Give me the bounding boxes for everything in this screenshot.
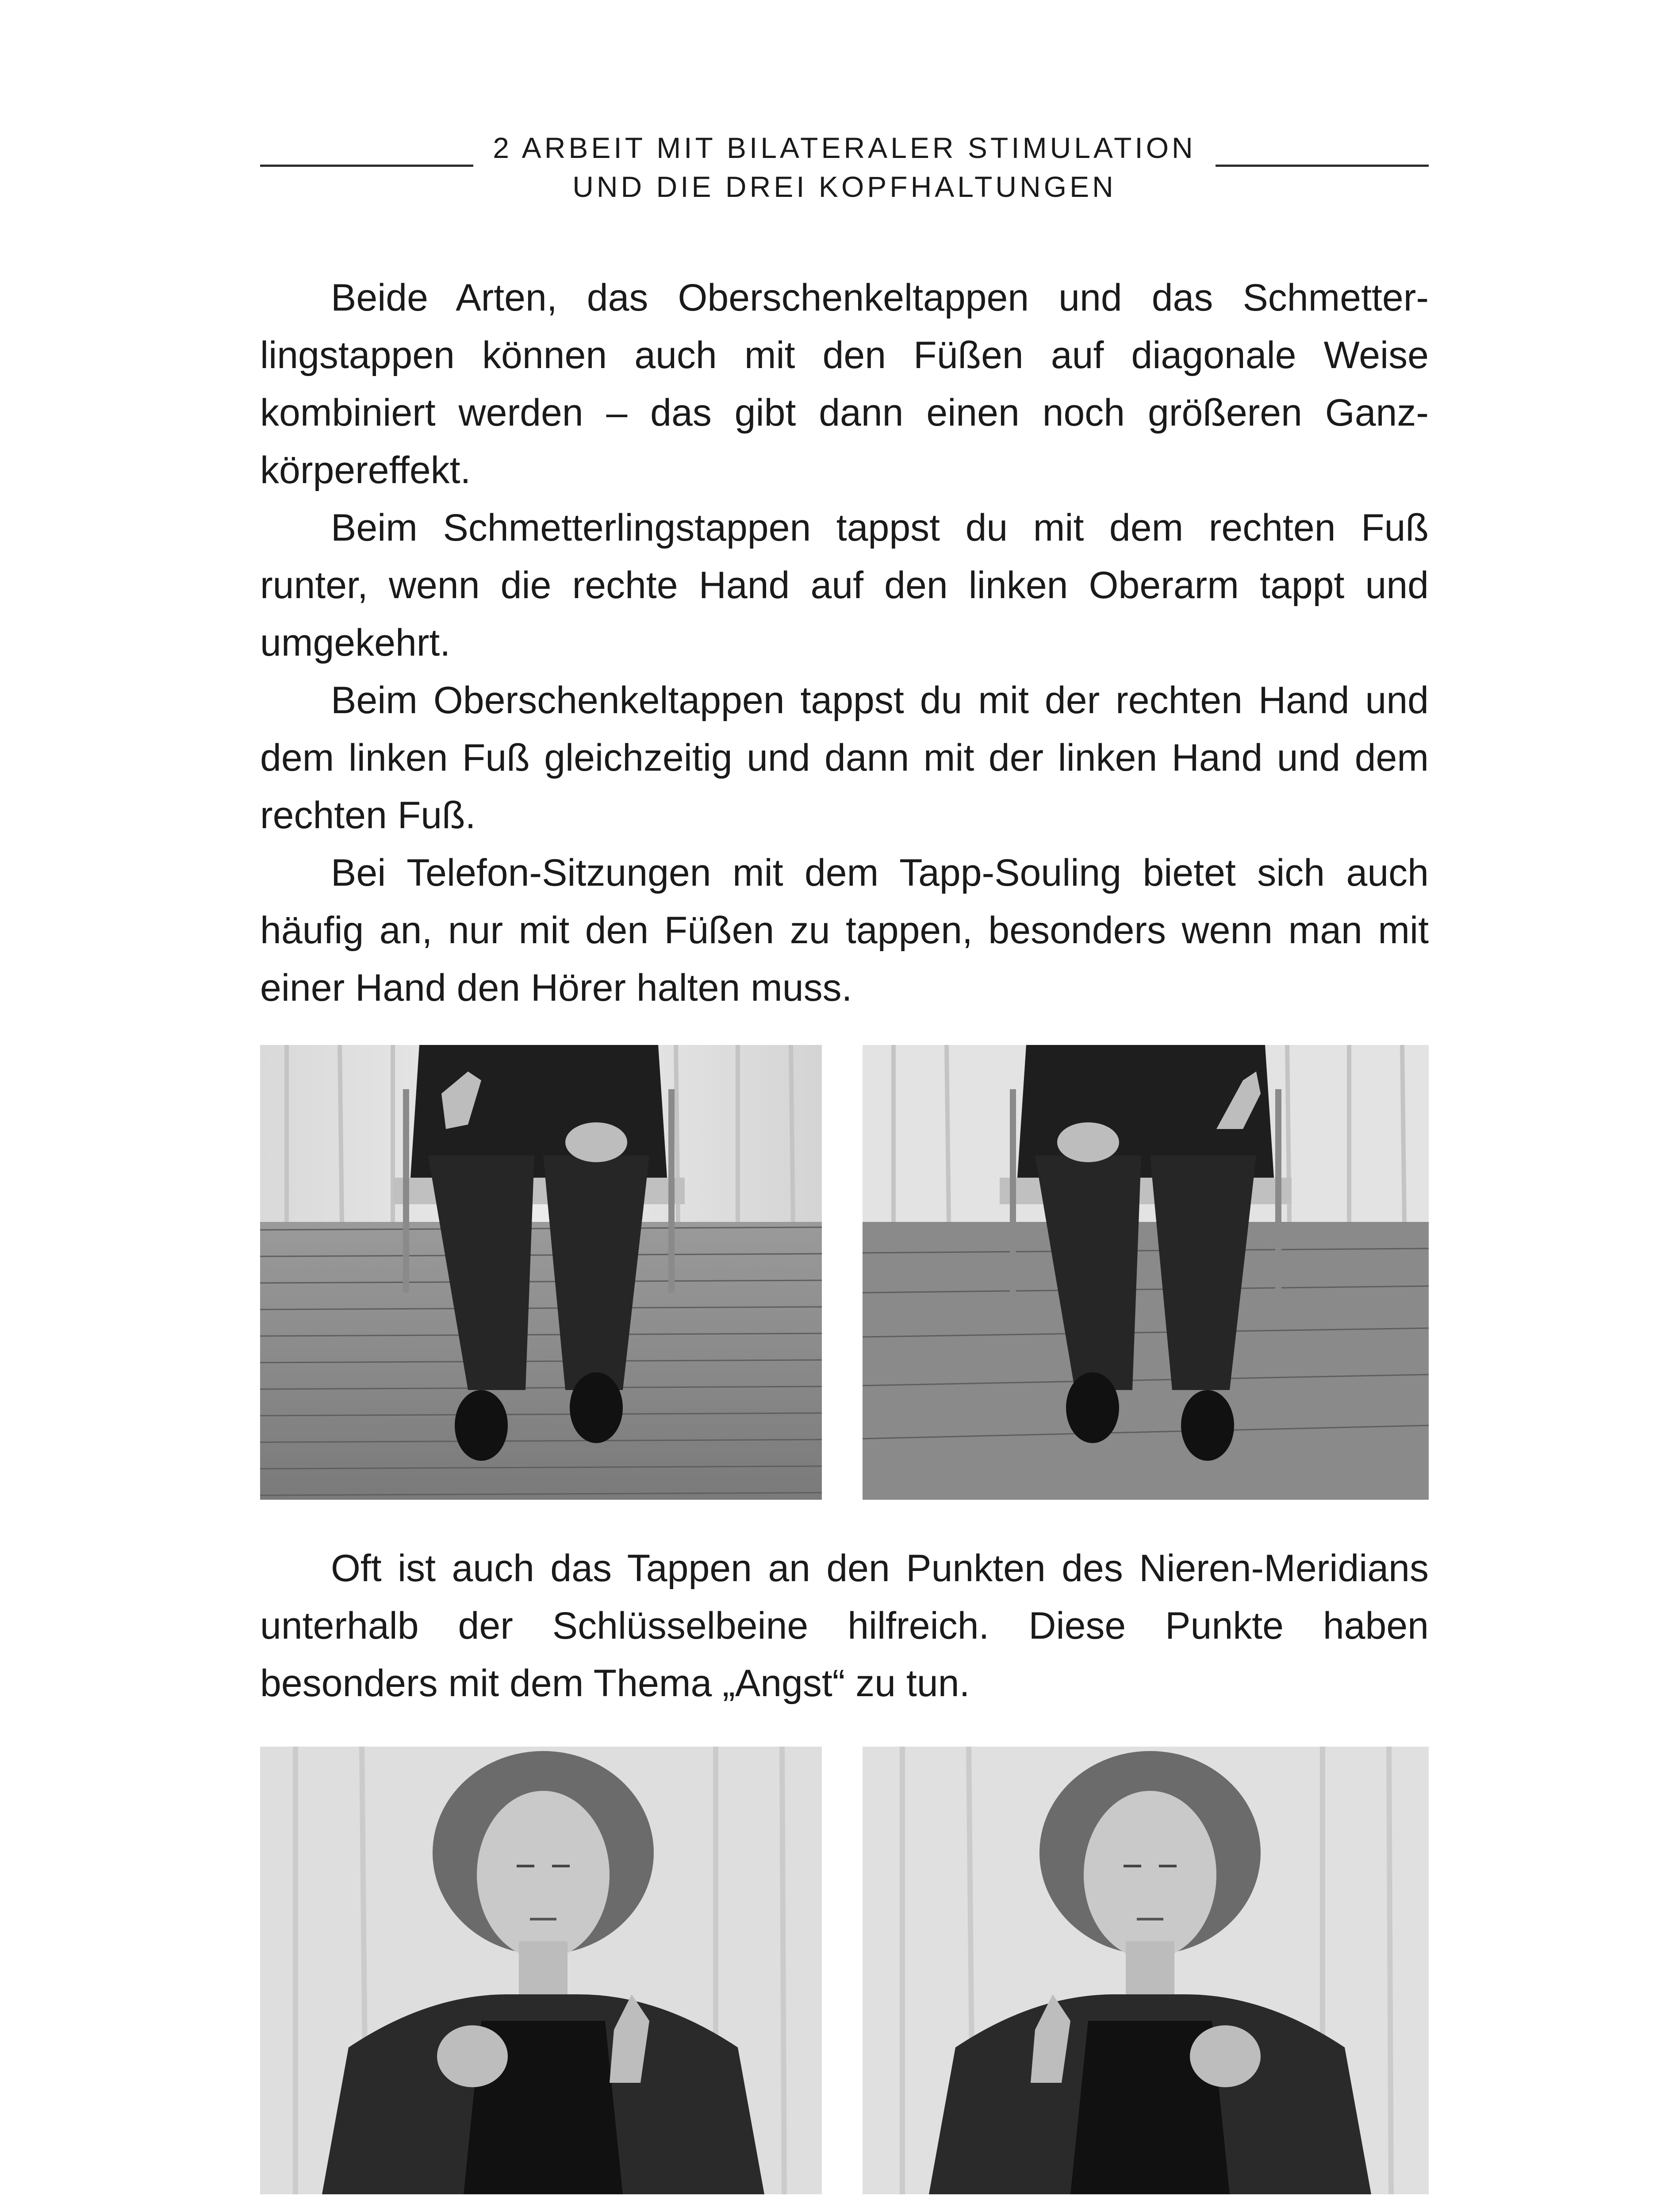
header-rule-left (260, 165, 473, 167)
header-title-line2: UND DIE DREI KOPFHALTUNGEN (572, 170, 1116, 203)
photo-seated-tapping-2 (863, 1045, 1429, 1500)
photo-seated-tapping-1 (260, 1045, 822, 1500)
body-text-top (260, 269, 1429, 1017)
body-text-bottom (260, 1540, 1429, 1712)
paragraph: Beim Oberschenkeltappen tappst du mit der rechten Hand und dem linken Fuß gleichzeitig und dann mit der linken Hand und dem rechten Fuß. (260, 679, 1429, 837)
photo-collarbone-tapping-2 (863, 1747, 1429, 2194)
photo-collarbone-tapping-1 (260, 1747, 822, 2194)
paragraph: Bei Telefon-Sitzungen mit dem Tapp-Souling bietet sich auch häufig an, nur mit den Füßen zu tappen, besonders wenn man mit einer Hand den Hörer halten muss. (260, 852, 1429, 1009)
paragraph: Beim Schmetterlingstappen tappst du mit dem rechten Fuß runter, wenn die rechte Hand auf den linken Oberarm tappt und umgekehrt. (260, 507, 1429, 664)
header-rule-right (1216, 165, 1429, 167)
paragraph: Oft ist auch das Tappen an den Punkten des Nieren-Meridians unterhalb der Schlüsselbeine hilfreich. Diese Punkte haben besonders mit dem Thema „Angst“ zu tun. (260, 1547, 1429, 1705)
running-header (260, 128, 1429, 204)
header-title-line1: 2 ARBEIT MIT BILATERALER STIMULATION (493, 131, 1196, 164)
paragraph: Beide Arten, das Oberschenkeltappen und das Schmetterlingstappen können auch mit den Füßen auf diagonale Weise kombiniert werden – das gibt dann einen noch größeren Ganzkörpereffekt. (260, 276, 1429, 492)
header-title (473, 128, 1216, 206)
